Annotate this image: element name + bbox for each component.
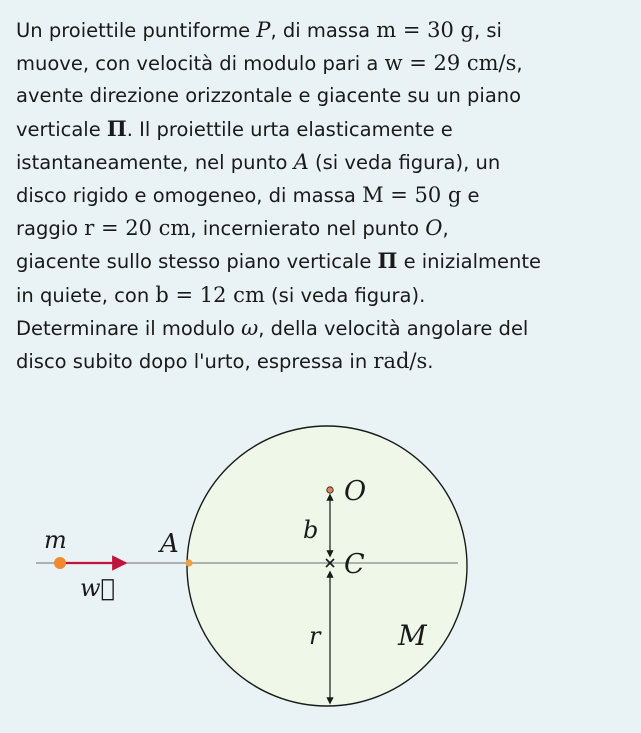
- problem-line-1: Un proiettile puntiforme P, di massa m = 30 g, si: [16, 18, 502, 42]
- label-w: w⃗: [80, 574, 115, 602]
- label-A: A: [160, 529, 179, 559]
- label-b: b: [303, 516, 319, 544]
- problem-line-4: verticale Π. Il proiettile urta elasticamente e: [16, 115, 453, 141]
- point-O: [327, 487, 333, 493]
- problem-line-8: giacente sullo stesso piano verticale Π e inizialmente: [16, 248, 541, 274]
- label-O: O: [344, 476, 367, 507]
- label-m: m: [44, 526, 67, 554]
- projectile-m: [54, 557, 66, 569]
- problem-line-2: muove, con velocità di modulo pari a w = 29 cm/s,: [16, 51, 523, 76]
- point-A: [185, 559, 192, 566]
- problem-line-9: in quiete, con b = 12 cm (si veda figura).: [16, 282, 426, 307]
- problem-line-5: istantaneamente, nel punto A (si veda figura), un: [16, 149, 501, 174]
- problem-line-10: Determinare il modulo ω, della velocità angolare del: [16, 315, 529, 340]
- label-C: C: [344, 549, 365, 580]
- label-r: r: [309, 622, 321, 650]
- label-M: M: [398, 619, 427, 652]
- problem-line-7: raggio r = 20 cm, incernierato nel punto O,: [16, 216, 449, 241]
- problem-line-3: avente direzione orizzontale e giacente su un piano: [16, 84, 522, 108]
- problem-line-6: disco rigido e omogeneo, di massa M = 50 g e: [16, 183, 480, 208]
- problem-line-11: disco subito dopo l'urto, espressa in rad/s.: [16, 349, 434, 374]
